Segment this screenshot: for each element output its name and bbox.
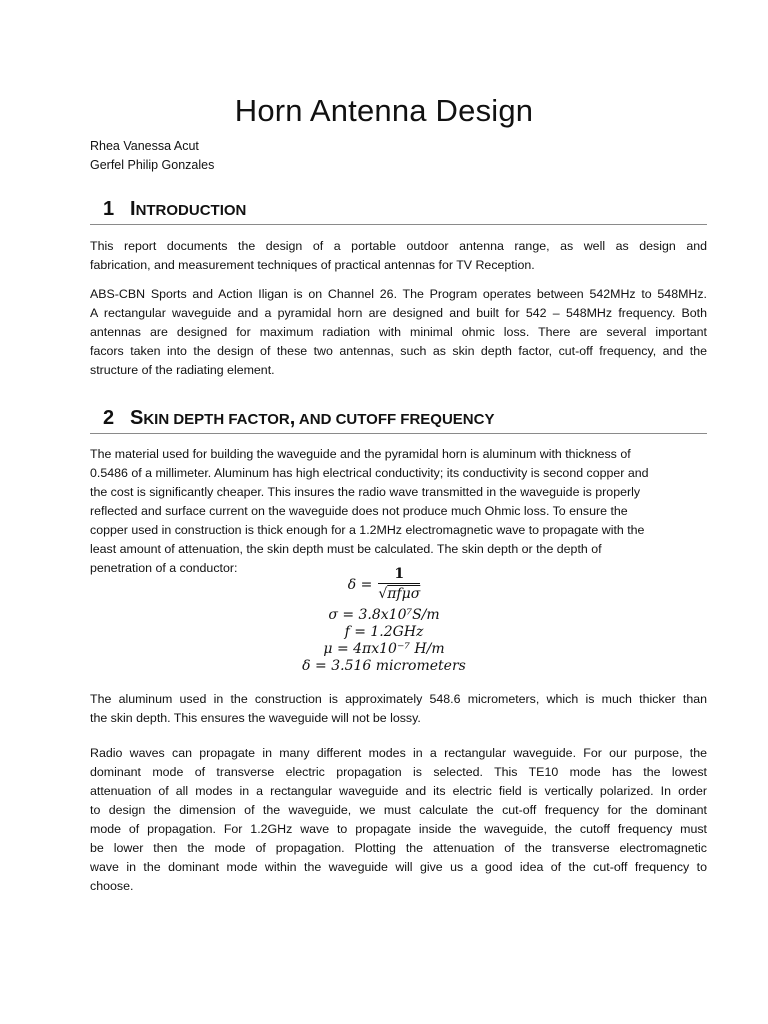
skin-depth-equation	[250, 566, 518, 606]
section-title-comma: ,	[289, 407, 296, 429]
equation-lhs: δ =	[347, 576, 373, 593]
paragraph-line: dominant mode of transverse electric propagation is selected. This TE10 mode has the lowest	[90, 765, 707, 779]
paragraph-line: attenuation of all modes in a rectangular waveguide and its electric field is vertically polarized. In order	[90, 784, 707, 798]
section-title-rest: AND CUTOFF FREQUENCY	[295, 411, 495, 428]
paragraph-line: The aluminum used in the construction is approximately 548.6 micrometers, which is much thicker than	[90, 692, 707, 706]
paragraph-line: ABS-CBN Sports and Action Iligan is on Channel 26. The Program operates between 542MHz to 548MHz.	[90, 287, 707, 301]
paragraph	[90, 285, 707, 380]
section-title-initial: S	[130, 407, 144, 429]
paragraph-line: A rectangular waveguide and a pyramidal horn are designed and built for 542 – 548MHz frequency. Both	[90, 306, 707, 320]
fraction-bar	[378, 583, 420, 584]
skin-depth-result: δ = 3.516 micrometers	[302, 658, 466, 674]
document-title: Horn Antenna Design	[234, 93, 534, 128]
paragraph-line: The material used for building the waveguide and the pyramidal horn is aluminum with thickness of	[90, 447, 631, 461]
paragraph	[90, 237, 707, 275]
section-title-rest: NTRODUCTION	[135, 202, 247, 219]
author-list	[90, 137, 214, 175]
paragraph	[90, 690, 707, 728]
author-name: Rhea Vanessa Acut	[90, 139, 199, 153]
author-name: Gerfel Philip Gonzales	[90, 158, 215, 172]
paragraph-line: mode of propagation. For 1.2GHz wave to propagate inside the waveguide, the cutoff frequency must	[90, 822, 707, 836]
paragraph-line: fabrication, and measurement techniques of practical antennas for TV Reception.	[90, 258, 535, 272]
paragraph-line: least amount of attenuation, the skin depth must be calculated. The skin depth or the depth of	[90, 542, 602, 556]
conductivity-equation: σ = 3.8x10⁷S/m	[328, 607, 440, 623]
paragraph-line: This report documents the design of a portable outdoor antenna range, as well as design and	[90, 239, 707, 253]
paragraph-line: choose.	[90, 879, 134, 893]
permeability-equation: μ = 4πx10⁻⁷ H/m	[323, 641, 445, 657]
square-root-symbol: √	[378, 586, 388, 602]
equation-fraction	[378, 566, 420, 603]
paragraph	[90, 445, 707, 578]
paragraph-line: Radio waves can propagate in many different modes in a rectangular waveguide. For our purpose, the	[90, 746, 707, 760]
paragraph-line: structure of the radiating element.	[90, 363, 275, 377]
radicand: πfμσ	[387, 586, 421, 602]
paragraph-line: reflected and surface current on the waveguide does not produce much Ohmic loss. To ensure the	[90, 504, 628, 518]
paragraph-line: penetration of a conductor:	[90, 561, 238, 575]
section-heading-introduction	[90, 200, 707, 225]
section-heading-skin-depth	[90, 409, 707, 434]
paragraph-line: be lower then the mode of propagation. Plotting the attenuation of the transverse electromagnetic	[90, 841, 707, 855]
equation-numerator: 1	[394, 566, 405, 582]
section-title	[130, 407, 494, 430]
section-number: 2	[103, 407, 115, 429]
frequency-equation: f = 1.2GHz	[344, 624, 424, 640]
paragraph-line: wave in the dominant mode within the waveguide will give us a good idea of the cut-off frequency to	[90, 860, 707, 874]
section-title	[130, 198, 246, 221]
equation-denominator	[378, 585, 420, 603]
section-number: 1	[103, 198, 115, 220]
paragraph-line: antennas are designed for maximum radiation with minimal ohmic loss. There are several important	[90, 325, 707, 339]
section-title-initial: I	[130, 198, 136, 220]
paragraph-line: facors taken into the design of these two antennas, such as skin depth factor, cut-off frequency, and the	[90, 344, 707, 358]
paragraph-line: 0.5486 of a millimeter. Aluminum has high electrical conductivity; its conductivity is second copper and	[90, 466, 649, 480]
paragraph-line: the cost is significantly cheaper. This insures the radio wave transmitted in the waveguide is properly	[90, 485, 641, 499]
paragraph-line: to design the dimension of the waveguide, we must calculate the cut-off frequency for the dominant	[90, 803, 707, 817]
paragraph-line: copper used in construction is thick enough for a 1.2MHz electromagnetic wave to propagate with the	[90, 523, 645, 537]
paragraph-line: the skin depth. This ensures the waveguide will not be lossy.	[90, 711, 421, 725]
paragraph	[90, 744, 707, 896]
section-title-rest: KIN DEPTH FACTOR	[143, 411, 290, 428]
